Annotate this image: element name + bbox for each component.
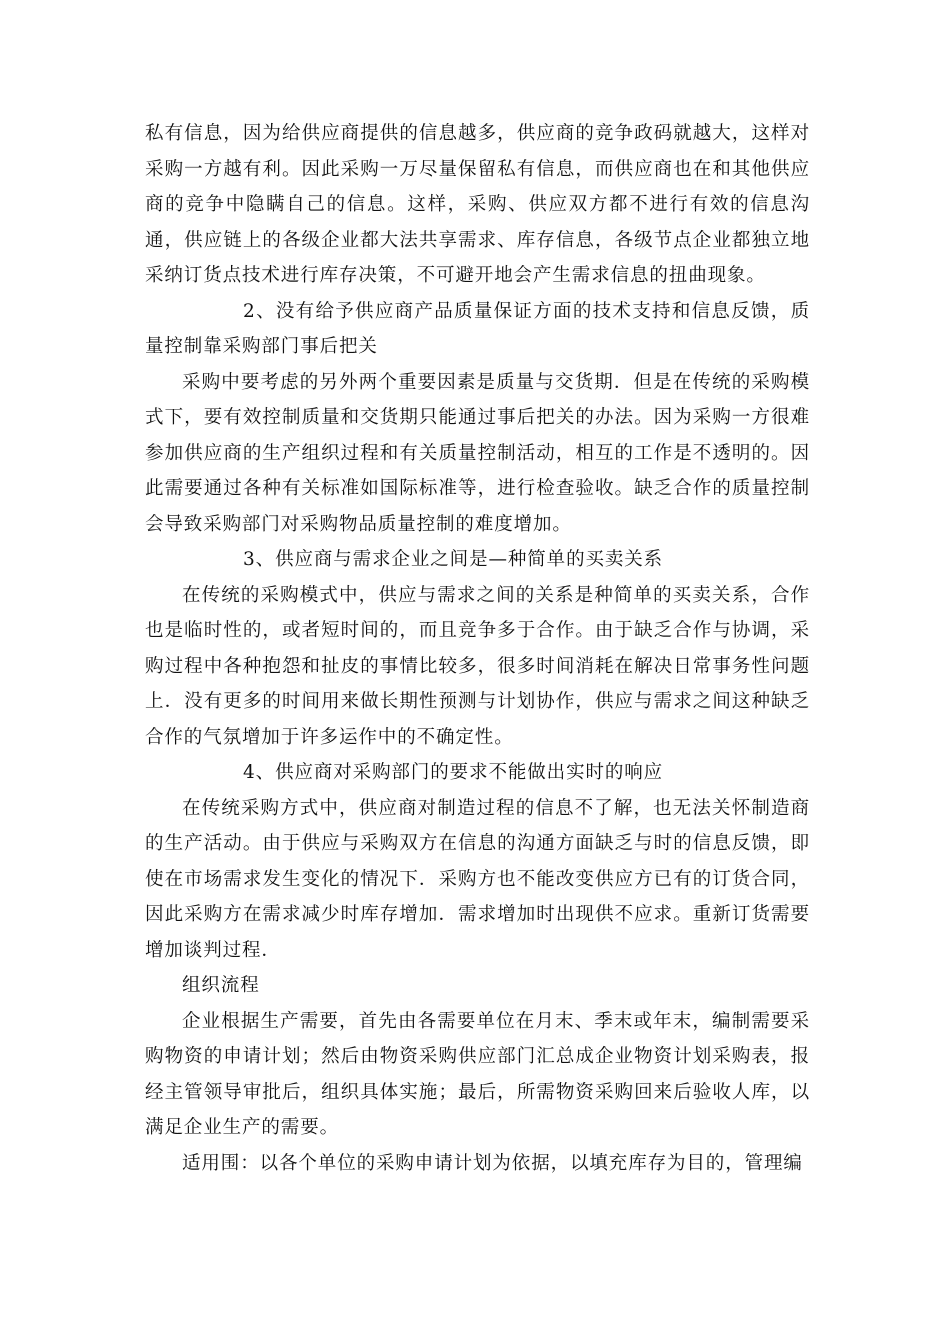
section-heading-2: 2、没有给予供应商产品质量保证方面的技术支持和信息反馈，质量控制靠采购部门事后把关 (145, 300, 810, 357)
paragraph: 在传统的采购模式中，供应与需求之间的关系是种简单的买卖关系，合作也是临时性的，或者短时间的，而且竞争多于合作。由于缺乏合作与协调，采购过程中各种抱怨和扯皮的事情比较多，很多时间消耗在解决日常事务性问题上．没有更多的时间用来做长期性预测与计划协作，供应与需求之间这种缺乏合作的气氛增加于许多运作中的不确定性。 (145, 584, 810, 748)
paragraph: 采购中要考虑的另外两个重要因素是质量与交货期．但是在传统的采购模式下，要有效控制质量和交货期只能通过事后把关的办法。因为采购一方很难参加供应商的生产组织过程和有关质量控制活动，相互的工作是不透明的。因此需要通过各种有关标准如国际标准等，进行检查验收。缺乏合作的质量控制会导致采购部门对采购物品质量控制的难度增加。 (145, 371, 810, 535)
document-body (145, 116, 810, 1181)
paragraph-scope: 适用围：以各个单位的采购申请计划为依据，以填充库存为目的，管理编 (182, 1152, 803, 1174)
section-heading-organization-process: 组织流程 (182, 975, 260, 996)
section-heading-4: 4、供应商对采购部门的要求不能做出实时的响应 (243, 762, 664, 783)
section-heading-3: 3、供应商与需求企业之间是—种简单的买卖关系 (243, 549, 664, 570)
paragraph-continuation: 私有信息，因为给供应商提供的信息越多，供应商的竞争政码就越大，这样对采购一方越有利。因此采购一万尽量保留私有信息，而供应商也在和其他供应商的竞争中隐瞒自己的信息。这样，采购、供应双方都不进行有效的信息沟通，供应链上的各级企业都大法共享需求、库存信息，各级节点企业都独立地采纳订货点技术进行库存决策，不可避开地会产生需求信息的扭曲现象。 (145, 123, 810, 286)
paragraph: 企业根据生产需要，首先由各需要单位在月末、季末或年末，编制需要采购物资的申请计划；然后由物资采购供应部门汇总成企业物资计划采购表，报经主管领导审批后，组织具体实施；最后，所需物资采购回来后验收人库，以满足企业生产的需要。 (145, 1010, 810, 1138)
paragraph: 在传统采购方式中，供应商对制造过程的信息不了解，也无法关怀制造商的生产活动。由于供应与采购双方在信息的沟通方面缺乏与时的信息反馈，即使在市场需求发生变化的情况下．采购方也不能改变供应方已有的订货合同，因此采购方在需求减少时库存增加．需求增加时出现供不应求。重新订货需要增加谈判过程． (145, 797, 810, 961)
